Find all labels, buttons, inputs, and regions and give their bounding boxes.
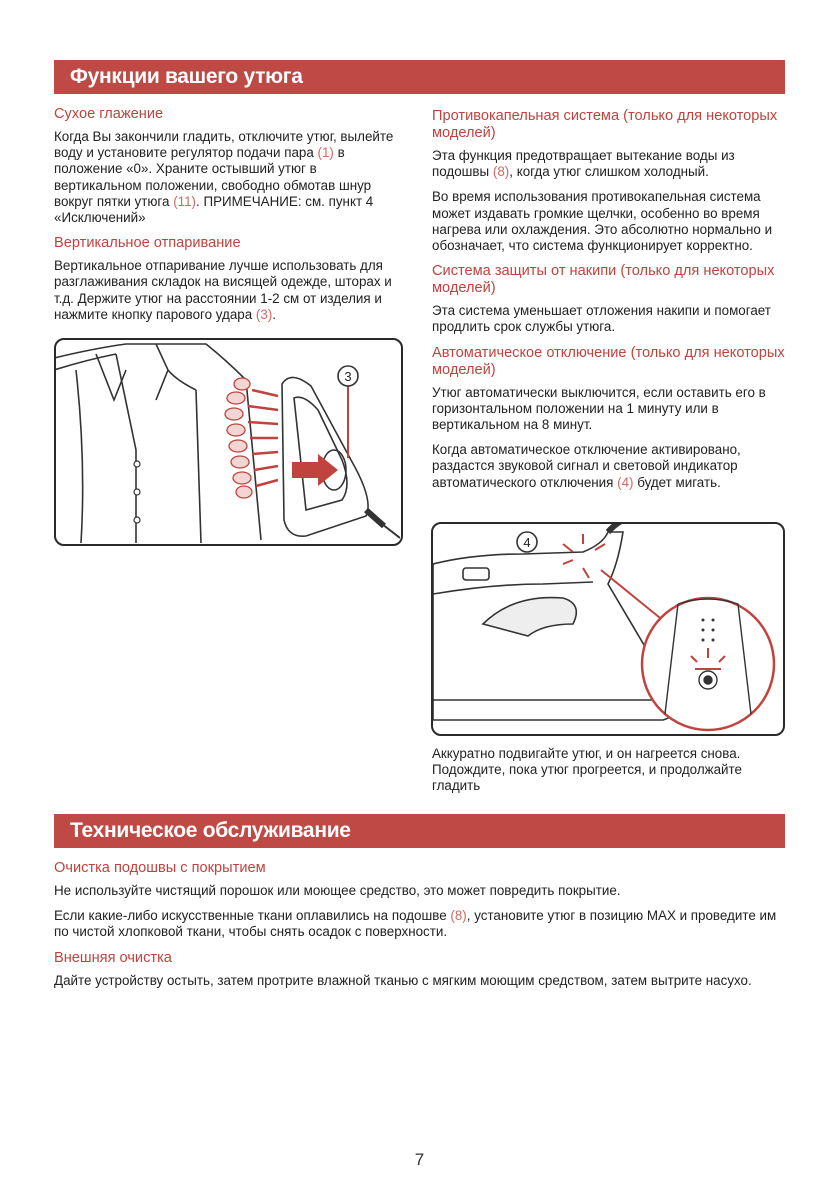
- figure-vertical-steam: [54, 338, 403, 546]
- paragraph-sole-1: Не используйте чистящий порошок или моющее средство, это может повредить покрытие.: [54, 883, 621, 898]
- right-column: [432, 108, 786, 500]
- heading-vertical-steam: Вертикальное отпаривание: [54, 235, 241, 252]
- shirt-iron-illustration: [56, 340, 400, 543]
- maintenance-content: [54, 860, 784, 998]
- paragraph-antidrip-2: Во время использования противокапельная система может издавать громкие щелчки, особенно во время нагрева или охлаждения. Это абсолютно нормально и обозначает, что система функционирует корректно.: [432, 189, 773, 254]
- paragraph-outer-cleaning: Дайте устройству остыть, затем протрите влажной тканью с мягким моющим средством, затем вытрите насухо.: [54, 972, 752, 988]
- paragraph-sole-2: Если какие-либо искусственные ткани оплавились на подошве (8), установите утюг в позицию MAX и проведите им по чистой хлопковой ткани, чтобы снять осадок с поверхности.: [54, 908, 777, 940]
- section-title-maintenance: Техническое обслуживание: [54, 814, 785, 848]
- paragraph-anti-scale: Эта система уменьшает отложения накипи и помогает продлить срок службы утюга.: [432, 303, 771, 335]
- auto-off-after-text: Аккуратно подвигайте утюг, и он нагреется снова. Подождите, пока утюг прогреется, и продолжайте гладить: [432, 746, 742, 794]
- heading-anti-scale: Система защиты от накипи (только для некоторых моделей): [432, 263, 775, 297]
- callout-4-label: 4: [523, 535, 531, 550]
- paragraph-antidrip-1: Эта функция предотвращает вытекание воды из подошвы (8), когда утюг слишком холодный.: [432, 148, 735, 180]
- section-title-functions: Функции вашего утюга: [54, 60, 785, 94]
- left-column: [54, 106, 402, 332]
- paragraph-vertical-steam: Вертикальное отпаривание лучше использовать для разглаживания складок на висящей одежде, шторах и т.д. Держите утюг на расстоянии 1-2 см от изделия и нажмите кнопку парового удара (3).: [54, 258, 392, 322]
- heading-outer-cleaning: Внешняя очистка: [54, 949, 172, 966]
- heading-sole-cleaning: Очистка подошвы с покрытием: [54, 860, 266, 876]
- zoom-circle: [642, 598, 774, 730]
- callout-3-label: 3: [344, 369, 352, 384]
- heading-antidrip: Противокапельная система (только для некоторых моделей): [432, 108, 778, 141]
- figure-auto-off: [431, 522, 785, 736]
- iron-indicator-illustration: [433, 524, 782, 733]
- page-number: 7: [414, 1150, 425, 1169]
- heading-dry-ironing: Сухое глажение: [54, 106, 164, 122]
- heading-auto-off: Автоматическое отключение (только для некоторых моделей): [432, 344, 785, 378]
- paragraph-auto-off-2: Когда автоматическое отключение активировано, раздастся звуковой сигнал и световой индикатор автоматического отключения (4) будет мигать.: [432, 442, 741, 490]
- paragraph-dry-ironing: Когда Вы закончили гладить, отключите утюг, вылейте воду и установите регулятор подачи пара (1) в положение «0». Храните остывший утюг в вертикальном положении, свободно обмотав шнур вокруг пятки утюга (11). ПРИМЕЧАНИЕ: см. пункт 4 «Исключений»: [54, 129, 394, 226]
- paragraph-auto-off-1: Утюг автоматически выключится, если оставить его в горизонтальном положении на 1 минуту или в вертикальном на 8 минут.: [432, 384, 766, 433]
